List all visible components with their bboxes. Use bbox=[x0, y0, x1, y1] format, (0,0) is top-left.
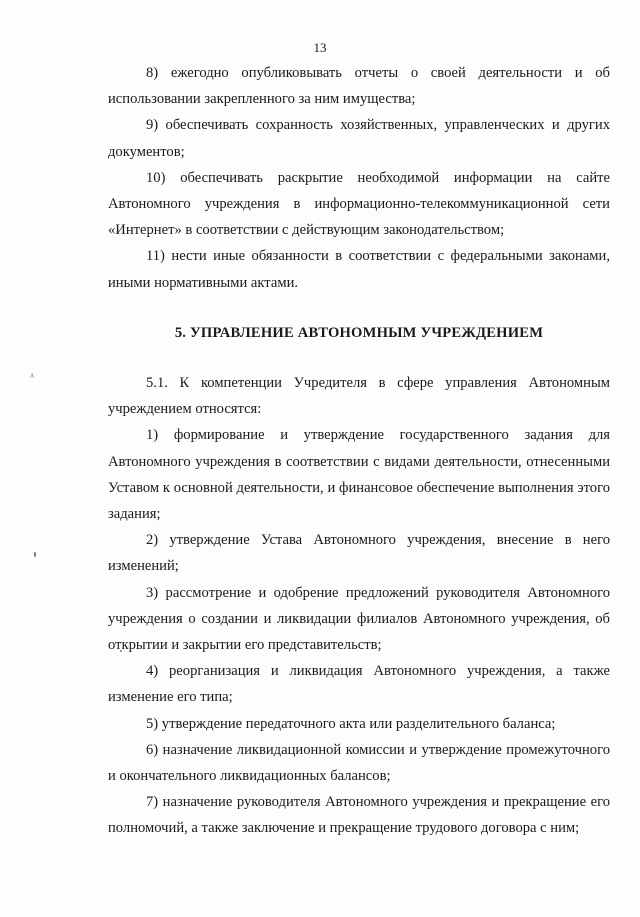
paragraph-item-2: 2) утверждение Устава Автономного учреждения, внесение в него изменений; bbox=[108, 532, 610, 575]
paragraph-item-3: 3) рассмотрение и одобрение предложений руководителя Автономного учреждения о создании и ликвидации филиалов Автономного учреждения, об открытии и закрытии его представительств; bbox=[108, 584, 610, 654]
document-body bbox=[108, 60, 610, 842]
margin-mark: ᴬ bbox=[30, 372, 35, 383]
paragraph-5-1: 5.1. К компетенции Учредителя в сфере управления Автономным учреждением относятся: bbox=[108, 375, 610, 418]
paragraph-item-5: 5) утверждение передаточного акта или разделительного баланса; bbox=[146, 715, 556, 732]
paragraph-item-4: 4) реорганизация и ликвидация Автономного учреждения, а также изменение его типа; bbox=[108, 663, 610, 706]
paragraph-item-10: 10) обеспечивать раскрытие необходимой информации на сайте Автономного учреждения в информационно-телекоммуникационной сети «Интернет» в соответствии с действующим законодательством; bbox=[108, 169, 610, 239]
paragraph-item-9: 9) обеспечивать сохранность хозяйственных, управленческих и других документов; bbox=[108, 117, 610, 160]
page-number: 13 bbox=[313, 40, 327, 55]
paragraph-item-7: 7) назначение руководителя Автономного учреждения и прекращение его полномочий, а также заключение и прекращение трудового договора с ним; bbox=[108, 794, 610, 837]
paragraph-item-6: 6) назначение ликвидационной комиссии и утверждение промежуточного и окончательного ликвидационных балансов; bbox=[108, 741, 610, 785]
margin-speck bbox=[34, 552, 36, 557]
section-heading: 5. УПРАВЛЕНИЕ АВТОНОМНЫМ УЧРЕЖДЕНИЕМ bbox=[174, 324, 544, 341]
paragraph-item-8: 8) ежегодно опубликовывать отчеты о своей деятельности и об использовании закрепленного за ним имущества; bbox=[108, 65, 610, 108]
paragraph-item-1: 1) формирование и утверждение государственного задания для Автономного учреждения в соответствии с видами деятельности, отнесенными Уставом к основной деятельности, и финансовое обеспечение выполнения этого задания; bbox=[108, 427, 610, 523]
paragraph-item-11: 11) нести иные обязанности в соответствии с федеральными законами, иными нормативными актами. bbox=[108, 248, 610, 291]
